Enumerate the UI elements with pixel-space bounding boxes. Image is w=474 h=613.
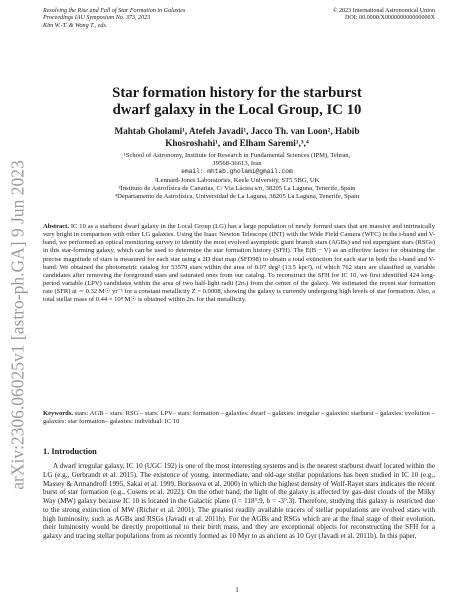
section-heading: 1. Introduction xyxy=(43,447,97,456)
affiliations xyxy=(60,152,414,201)
affiliation-1-line-2: 19568-36613, Iran xyxy=(212,160,262,168)
keywords xyxy=(43,410,435,426)
page-number: 1 xyxy=(235,586,239,594)
introduction-body xyxy=(43,462,435,541)
affiliation-2: ²Lennard-Jones Laboratories, Keele University, ST5 5BG, UK xyxy=(154,176,320,184)
header-right xyxy=(333,8,435,23)
author-email[interactable]: email: mhtab.gholami@gmail.com xyxy=(181,168,293,176)
proceedings-editors: Kim W.-T. & Wong T., eds. xyxy=(43,22,108,29)
author-list xyxy=(40,126,434,149)
abstract-label: Abstract. xyxy=(43,223,69,230)
title-line-2: dwarf galaxy in the Local Group, IC 10 xyxy=(112,102,362,118)
abstract xyxy=(43,223,435,305)
arxiv-identifier-stamp xyxy=(5,160,31,490)
affiliation-4: ⁴Departamento de Astrofísica, Universidad de La Laguna, 38205 La Laguna, Tenerife, Spain xyxy=(114,193,360,201)
doi-line: DOI: 00.0000/X000000000000000X xyxy=(344,15,435,22)
keywords-text: stars: AGB – stars: RSG – stars: LPV– stars: formation – galaxies: dwarf – galaxies: irregular – galaxies: starburst – galaxies: evolution – galaxies: star formation– galaxies: individual: IC 10 xyxy=(43,410,435,426)
copyright-line: © 2023 International Astronomical Union xyxy=(332,8,435,14)
introduction-paragraph: A dwarf irregular galaxy, IC 10 (UGC 192) is one of the most interesting systems and is the nearest starburst dwarf located within the LG (e.g., Gerbrandt et al. 2015). The existence of young, intermediate, and old-age stellar populations has been studied in IC 10 (e.g., Massey & Armandroff 1995, Sakai et al. 1999, Borissova et al. 2000) in which the highest density of Wolf-Rayet stars indicates the recent burst of star formation (e.g., Cosens et al. 2022). On the other hand, the light of the galaxy is affected by gas-dust clouds of the Milky Way (MW) galaxy because IC 10 is located in the Galactic plane (l = 118°.9, b = -3°.3). Therefore, studying this galaxy is restricted due to the strong extinction of MW (Richer et al. 2001). The greatest readily available tracers of stellar populations are evolved stars with high luminosity, such as AGBs and RSGs (Javadi et al. 2011b). For the AGBs and RSGs which are at the final stage of their evolution, their luminosity would be directly proportional to their birth mass, and they are exceptional objects for reconstructing the SFH for a galaxy and tracing stellar populations from as recently formed as 10 Myr to as ancient as 10 Gyr (Javadi et al. 2011b). In this paper, xyxy=(43,462,435,540)
keywords-label: Keywords. xyxy=(43,410,74,417)
affiliation-3: ³Instituto de Astrofísica de Canarias, C/ Vía Láctea s/n, 38205 La Laguna, Tenerife, Spain xyxy=(118,184,356,192)
header-left xyxy=(43,8,185,30)
title-line-1: Star formation history for the starburst xyxy=(112,85,362,101)
abstract-text: IC 10 as a starburst dwarf galaxy in the Local Group (LG) has a large population of newly formed stars that are massive and intrinsically very bright in comparison with other LG galaxies. Using the Isaac Newton Telescope (INT) with the Wide Field Camera (WFC) in the i-band and V-band, we performed an optical monitoring survey to identify the most evolved asymptotic giant branch stars (AGBs) and red supergiant stars (RSGs) in this star-forming galaxy, which can be used to determine the star formation history (SFH). The E(B − V) as an effective factor for obtaining the precise magnitude of stars is measured for each star using a 2D dust map (SFD98) to obtain a total extinction for each star in both the i-band and V-band. We obtained the photometric catalog for 53579 stars within the area of 0.07 deg² (13.5 kpc²), of which 762 stars are classified as variable candidates after removing the foreground stars and saturated ones from our catalog. To reconstruct the SFH for IC 10, we first identified 424 long-period variable (LPV) candidates within the area of two half-light radii (2rₕ) from the center of the galaxy. We estimated the recent star formation rate (SFR) at ∼ 0.32 M☉ yr⁻¹ for a constant metallicity Z = 0.0008, showing the galaxy is currently undergoing high levels of star formation. Also, a total stellar mass of 0.44 × 10⁸ M☉ is obtained within 2rₕ for that metallicity. xyxy=(43,223,435,304)
proceedings-title: Resolving the Rise and Fall of Star Formation in Galaxies xyxy=(43,8,186,14)
proceedings-volume: Proceedings IAU Symposium No. 373, 2023 xyxy=(43,15,151,22)
arxiv-id-text: arXiv:2306.06025v1 [astro-ph.GA] 9 Jun 2023 xyxy=(7,160,28,490)
affiliation-1-line-1: ¹School of Astronomy, Institute for Research in Fundamental Sciences (IPM), Tehran, xyxy=(123,152,351,159)
authors-line-1: Mahtab Gholami¹, Atefeh Javadi¹, Jacco Th. van Loon², Habib xyxy=(114,126,360,136)
paper-title xyxy=(40,85,434,119)
authors-line-2: Khosroshahi¹, and Elham Saremi¹,³,⁴ xyxy=(165,137,309,148)
